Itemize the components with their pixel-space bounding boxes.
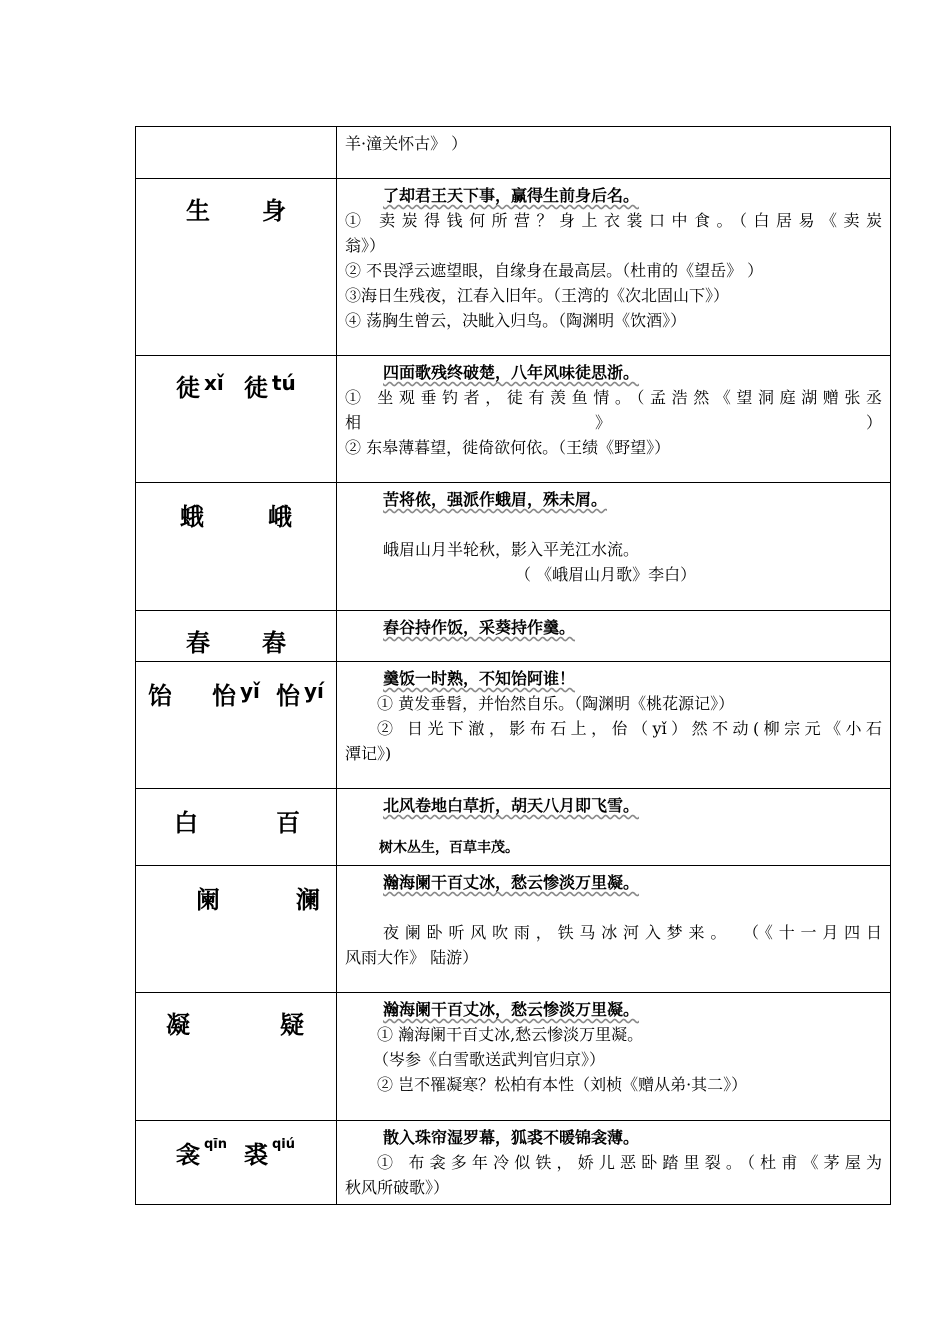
example-line: 风雨大作》 陆游）	[345, 948, 479, 967]
row-chars-cell	[136, 611, 337, 662]
key-sentence: 羹饭一时熟，不知饴阿谁！	[383, 669, 576, 688]
char-b: 舂	[262, 628, 286, 657]
char-a: 生	[186, 196, 210, 225]
example-line: 夜阑卧听风吹雨，铁马冰河入梦来。 （《十一月四日	[383, 923, 882, 942]
row-content-cell	[337, 179, 891, 356]
table-row	[136, 127, 891, 179]
example-line: 树木丛生，百草丰茂。	[379, 840, 519, 856]
example-line: ① 黄发垂髫，并怡然自乐。（陶渊明《桃花源记》）	[377, 694, 735, 713]
key-sentence: 四面歌残终破楚，八年风味徒思浙。	[383, 363, 640, 382]
table-row	[136, 866, 891, 993]
example-line: 翁》）	[345, 236, 386, 255]
row-chars-cell	[136, 127, 337, 179]
example-line: ① 布衾多年冷似铁，娇儿恶卧踏里裂。（杜甫《茅屋为	[377, 1153, 882, 1172]
char-a: 蛾	[180, 502, 204, 531]
row-content-cell	[337, 483, 891, 611]
example-line: ③海日生残夜，江春入旧年。（王湾的《次北固山下》）	[345, 286, 730, 305]
char-b: 怡	[212, 681, 236, 710]
row-content-cell	[337, 356, 891, 483]
key-sentence: 北风卷地白草折，胡天八月即飞雪。	[383, 796, 640, 815]
row-chars-cell	[136, 483, 337, 611]
row-chars-cell	[136, 179, 337, 356]
example-line: ② 不畏浮云遮望眼，自缘身在最高层。（杜甫的《望岳》 ）	[345, 261, 764, 280]
example-line: 秋风所破歌》）	[345, 1178, 450, 1197]
table-row	[136, 611, 891, 662]
pinyin-a: xǐ	[204, 371, 224, 395]
word-comparison-table	[135, 126, 891, 1205]
row-content-cell	[337, 789, 891, 866]
example-line: ① 瀚海阑干百丈冰,愁云惨淡万里凝。	[377, 1025, 644, 1044]
char-a: 阑	[196, 885, 220, 914]
split-part: 相	[345, 413, 362, 432]
char-b: 百	[276, 808, 300, 837]
table-row	[136, 662, 891, 789]
char-b: 疑	[280, 1010, 304, 1039]
row-content-cell	[337, 866, 891, 993]
row-content-cell	[337, 127, 891, 179]
table-row	[136, 789, 891, 866]
key-sentence: 瀚海阑干百丈冰，愁云惨淡万里凝。	[383, 873, 640, 892]
row-chars-cell	[136, 1121, 337, 1205]
char-b: 峨	[268, 502, 292, 531]
pinyin-b: yǐ	[240, 679, 260, 703]
example-line: ① 卖炭得钱何所营？身上衣裳口中食。（白居易《卖炭	[345, 211, 882, 230]
example-line: ② 日光下澈，影布石上，佁（yǐ）然不动(柳宗元《小石	[377, 719, 882, 738]
example-source: （岑参《白雪歌送武判官归京》）	[373, 1050, 606, 1069]
pinyin-b: qiú	[272, 1137, 296, 1152]
key-sentence: 瀚海阑干百丈冰，愁云惨淡万里凝。	[383, 1000, 640, 1019]
example-line: 潭记》)	[345, 744, 392, 763]
example-line: ② 东皋薄暮望，徙倚欲何依。（王绩《野望》）	[345, 438, 671, 457]
row-chars-cell	[136, 662, 337, 789]
char-a: 凝	[166, 1010, 190, 1039]
char-c: 怡	[276, 681, 300, 710]
char-a: 衾	[176, 1140, 200, 1169]
table-row	[136, 179, 891, 356]
example-line-split	[345, 410, 882, 435]
pinyin-a: qīn	[204, 1137, 228, 1152]
split-part: 》	[595, 413, 612, 432]
row-content-cell	[337, 1121, 891, 1205]
key-sentence: 苦将侬，强派作蛾眉，殊未屑。	[383, 490, 608, 509]
key-sentence: 舂谷持作饭，采葵持作羹。	[383, 618, 576, 637]
table-row	[136, 1121, 891, 1205]
char-a: 饴	[148, 681, 172, 710]
key-sentence: 了却君王天下事，赢得生前身后名。	[383, 186, 640, 205]
pinyin-b: tú	[272, 371, 296, 395]
row-chars-cell	[136, 866, 337, 993]
table-row	[136, 483, 891, 611]
row-chars-cell	[136, 993, 337, 1121]
char-a: 徒	[176, 373, 200, 402]
example-line: ② 岂不罹凝寒？松柏有本性（刘桢《赠从弟·其二》）	[377, 1075, 748, 1094]
row-chars-cell	[136, 356, 337, 483]
example-line: ① 坐观垂钓者，徒有羡鱼情。（孟浩然《望洞庭湖赠张丞	[345, 388, 882, 407]
split-part: ）	[865, 413, 882, 432]
char-b: 徒	[244, 373, 268, 402]
row-content-cell	[337, 611, 891, 662]
row-chars-cell	[136, 789, 337, 866]
table-row	[136, 356, 891, 483]
row-content-cell	[337, 662, 891, 789]
example-line: 峨眉山月半轮秋，影入平羌江水流。	[383, 540, 640, 559]
example-line: ④ 荡胸生曾云，决眦入归鸟。（陶渊明《饮酒》）	[345, 311, 687, 330]
char-b: 裘	[244, 1140, 268, 1169]
table-row	[136, 993, 891, 1121]
char-a: 春	[186, 628, 210, 657]
pinyin-c: yí	[304, 679, 324, 703]
char-b: 澜	[296, 885, 320, 914]
example-source: （ 《峨眉山月歌》李白）	[515, 565, 697, 584]
row-content-cell	[337, 993, 891, 1121]
char-b: 身	[262, 196, 286, 225]
continued-citation: 羊·潼关怀古》 ）	[345, 134, 468, 153]
char-a: 白	[174, 808, 198, 837]
key-sentence: 散入珠帘湿罗幕，狐裘不暖锦衾薄。	[383, 1128, 640, 1147]
